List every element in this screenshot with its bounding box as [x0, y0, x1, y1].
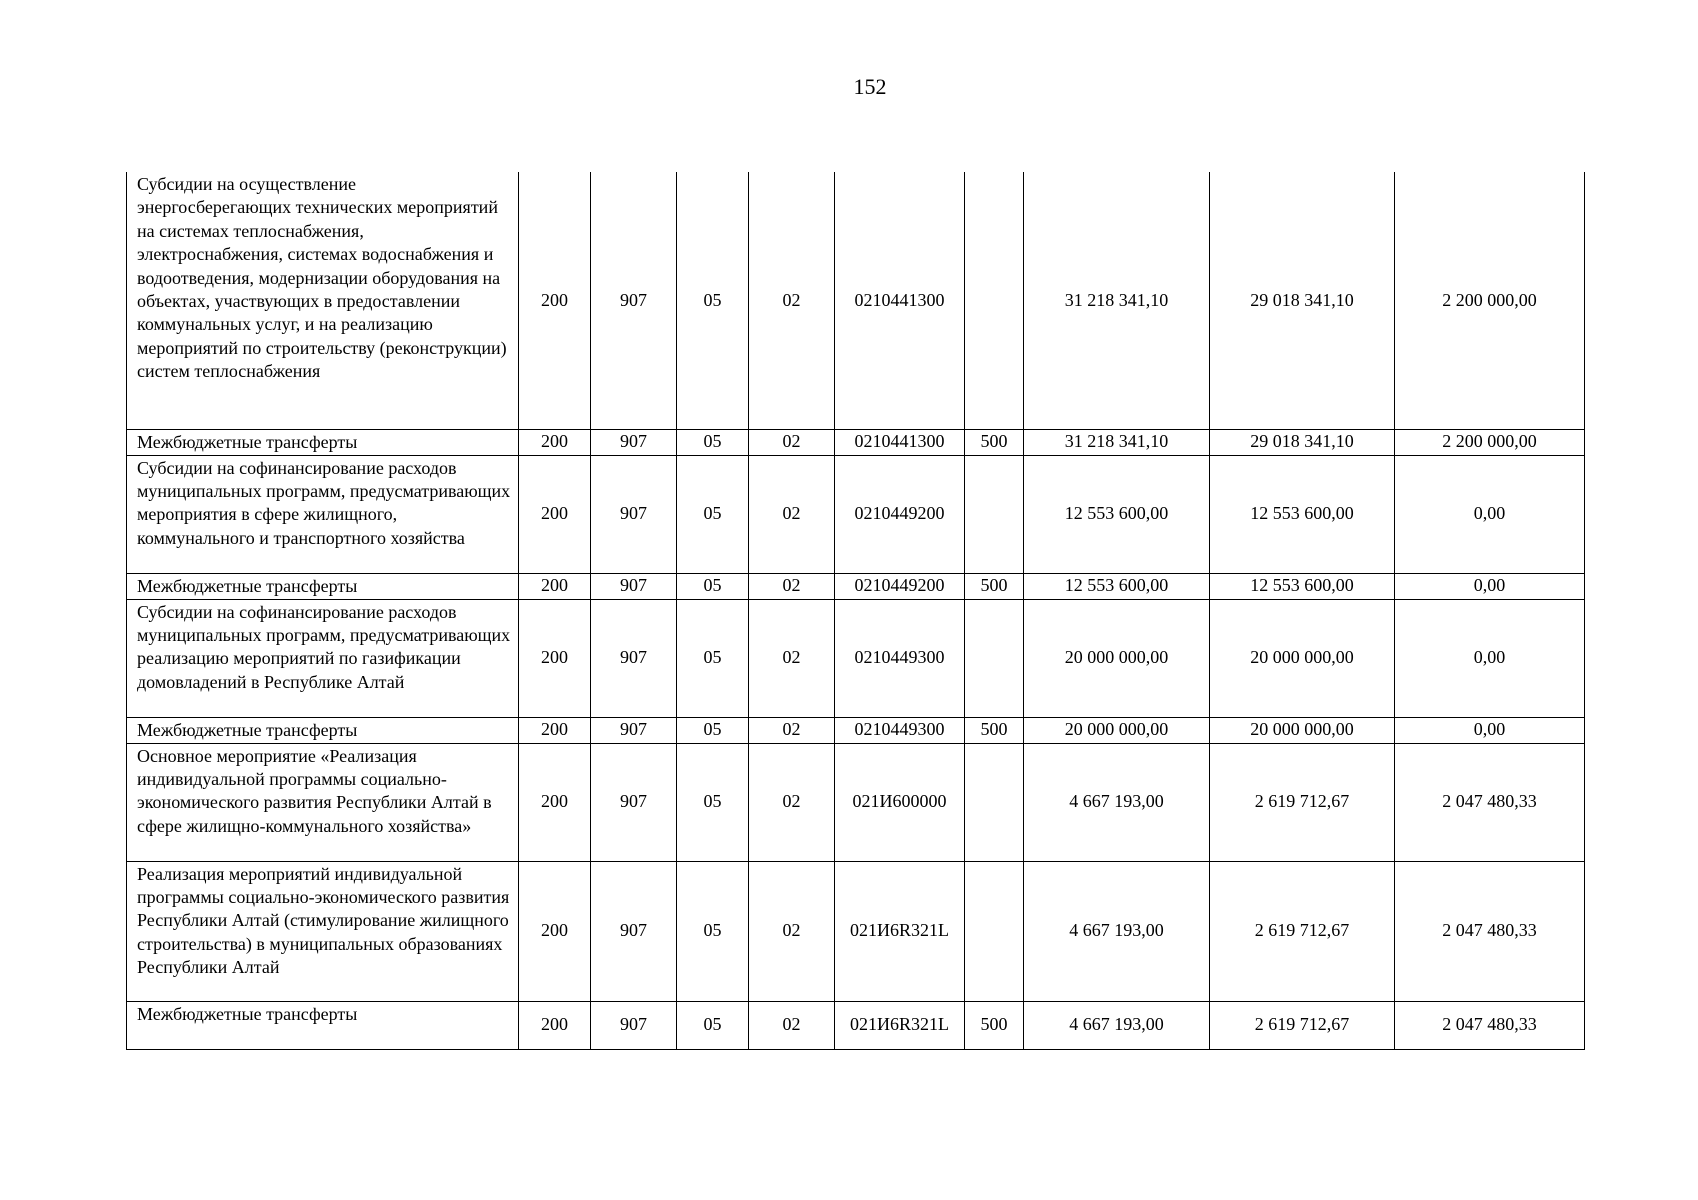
- expense-type-cell: [965, 599, 1024, 717]
- table-row: [127, 172, 1585, 429]
- amount-2-cell: 20 000 000,00: [1210, 599, 1395, 717]
- table-row: [127, 429, 1585, 455]
- amount-2-cell: 12 553 600,00: [1210, 573, 1395, 599]
- subsection-cell: 02: [749, 743, 835, 861]
- item-name-cell: Межбюджетные трансферты: [127, 717, 519, 743]
- amount-3-cell: 0,00: [1395, 573, 1585, 599]
- table-row: [127, 455, 1585, 573]
- expense-type-cell: [965, 455, 1024, 573]
- ministry-code-cell: 907: [591, 172, 677, 429]
- admin-code-cell: 200: [519, 861, 591, 1001]
- expense-type-cell: 500: [965, 429, 1024, 455]
- ministry-code-cell: 907: [591, 573, 677, 599]
- section-cell: 05: [677, 861, 749, 1001]
- expense-type-cell: [965, 861, 1024, 1001]
- expense-type-cell: 500: [965, 573, 1024, 599]
- subsection-cell: 02: [749, 861, 835, 1001]
- amount-2-cell: 29 018 341,10: [1210, 429, 1395, 455]
- item-name-cell: Субсидии на осуществление энергосберегающих технических мероприятий на системах теплоснабжения, электроснабжения, системах водоснабжения и водоотведения, модернизации оборудования на объектах, участвующих в предоставлении коммунальных услуг, и на реализацию мероприятий по строительству (реконструкции) систем теплоснабжения: [127, 172, 519, 429]
- admin-code-cell: 200: [519, 429, 591, 455]
- expense-type-cell: 500: [965, 1001, 1024, 1049]
- target-article-cell: 021И6R321L: [835, 1001, 965, 1049]
- amount-total-cell: 4 667 193,00: [1024, 743, 1210, 861]
- ministry-code-cell: 907: [591, 717, 677, 743]
- budget-table: [126, 172, 1585, 1050]
- target-article-cell: 0210449300: [835, 717, 965, 743]
- amount-total-cell: 4 667 193,00: [1024, 1001, 1210, 1049]
- page-number: 152: [853, 74, 887, 99]
- section-cell: 05: [677, 455, 749, 573]
- expense-type-cell: [965, 172, 1024, 429]
- target-article-cell: 021И600000: [835, 743, 965, 861]
- section-cell: 05: [677, 172, 749, 429]
- table-row: [127, 743, 1585, 861]
- table-row: [127, 573, 1585, 599]
- table-row: [127, 599, 1585, 717]
- target-article-cell: 0210441300: [835, 172, 965, 429]
- amount-3-cell: 2 047 480,33: [1395, 1001, 1585, 1049]
- target-article-cell: 0210441300: [835, 429, 965, 455]
- amount-total-cell: 31 218 341,10: [1024, 429, 1210, 455]
- amount-2-cell: 2 619 712,67: [1210, 743, 1395, 861]
- amount-3-cell: 0,00: [1395, 717, 1585, 743]
- amount-2-cell: 12 553 600,00: [1210, 455, 1395, 573]
- amount-2-cell: 29 018 341,10: [1210, 172, 1395, 429]
- amount-total-cell: 20 000 000,00: [1024, 717, 1210, 743]
- item-name-cell: Субсидии на софинансирование расходов муниципальных программ, предусматривающих реализацию мероприятий по газификации домовладений в Республике Алтай: [127, 599, 519, 717]
- subsection-cell: 02: [749, 599, 835, 717]
- amount-3-cell: 0,00: [1395, 599, 1585, 717]
- section-cell: 05: [677, 743, 749, 861]
- amount-total-cell: 31 218 341,10: [1024, 172, 1210, 429]
- target-article-cell: 0210449200: [835, 573, 965, 599]
- ministry-code-cell: 907: [591, 455, 677, 573]
- amount-3-cell: 2 047 480,33: [1395, 861, 1585, 1001]
- section-cell: 05: [677, 1001, 749, 1049]
- expense-type-cell: 500: [965, 717, 1024, 743]
- admin-code-cell: 200: [519, 455, 591, 573]
- item-name-cell: Субсидии на софинансирование расходов муниципальных программ, предусматривающих мероприятия в сфере жилищного, коммунального и транспортного хозяйства: [127, 455, 519, 573]
- subsection-cell: 02: [749, 429, 835, 455]
- ministry-code-cell: 907: [591, 743, 677, 861]
- item-name-cell: Межбюджетные трансферты: [127, 1001, 519, 1049]
- expense-type-cell: [965, 743, 1024, 861]
- admin-code-cell: 200: [519, 1001, 591, 1049]
- subsection-cell: 02: [749, 455, 835, 573]
- ministry-code-cell: 907: [591, 1001, 677, 1049]
- admin-code-cell: 200: [519, 573, 591, 599]
- admin-code-cell: 200: [519, 172, 591, 429]
- table-row: [127, 717, 1585, 743]
- amount-3-cell: 2 200 000,00: [1395, 429, 1585, 455]
- amount-2-cell: 2 619 712,67: [1210, 861, 1395, 1001]
- admin-code-cell: 200: [519, 743, 591, 861]
- amount-total-cell: 20 000 000,00: [1024, 599, 1210, 717]
- section-cell: 05: [677, 599, 749, 717]
- subsection-cell: 02: [749, 172, 835, 429]
- amount-total-cell: 4 667 193,00: [1024, 861, 1210, 1001]
- ministry-code-cell: 907: [591, 429, 677, 455]
- item-name-cell: Реализация мероприятий индивидуальной программы социально-экономического развития Республики Алтай (стимулирование жилищного строительства) в муниципальных образованиях Республики Алтай: [127, 861, 519, 1001]
- table-row: [127, 1001, 1585, 1049]
- admin-code-cell: 200: [519, 717, 591, 743]
- table-row: [127, 861, 1585, 1001]
- amount-3-cell: 2 047 480,33: [1395, 743, 1585, 861]
- section-cell: 05: [677, 573, 749, 599]
- item-name-cell: Межбюджетные трансферты: [127, 573, 519, 599]
- section-cell: 05: [677, 717, 749, 743]
- section-cell: 05: [677, 429, 749, 455]
- item-name-cell: Межбюджетные трансферты: [127, 429, 519, 455]
- ministry-code-cell: 907: [591, 599, 677, 717]
- amount-2-cell: 20 000 000,00: [1210, 717, 1395, 743]
- item-name-cell: Основное мероприятие «Реализация индивидуальной программы социально-экономического развития Республики Алтай в сфере жилищно-коммунального хозяйства»: [127, 743, 519, 861]
- target-article-cell: 0210449300: [835, 599, 965, 717]
- subsection-cell: 02: [749, 717, 835, 743]
- amount-3-cell: 2 200 000,00: [1395, 172, 1585, 429]
- subsection-cell: 02: [749, 573, 835, 599]
- target-article-cell: 0210449200: [835, 455, 965, 573]
- ministry-code-cell: 907: [591, 861, 677, 1001]
- amount-3-cell: 0,00: [1395, 455, 1585, 573]
- amount-2-cell: 2 619 712,67: [1210, 1001, 1395, 1049]
- amount-total-cell: 12 553 600,00: [1024, 455, 1210, 573]
- subsection-cell: 02: [749, 1001, 835, 1049]
- admin-code-cell: 200: [519, 599, 591, 717]
- amount-total-cell: 12 553 600,00: [1024, 573, 1210, 599]
- target-article-cell: 021И6R321L: [835, 861, 965, 1001]
